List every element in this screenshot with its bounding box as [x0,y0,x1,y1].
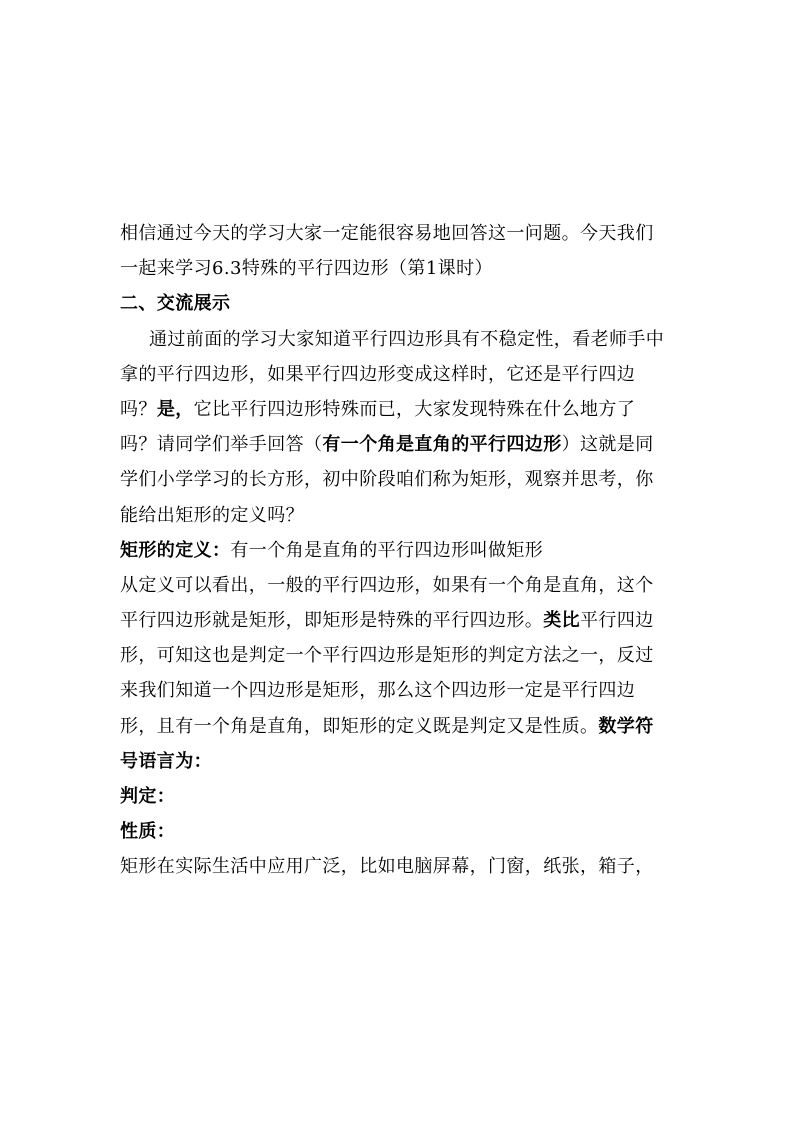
bold-text: 数学符 [598,715,654,737]
text: 它比平行四边形特殊而已，大家发现特殊在什么地方了 [193,398,636,420]
paragraph-line [120,471,680,489]
text: 形，且有一个角是直角，即矩形的定义既是判定又是性质。 [120,715,599,737]
paragraph-line [120,260,680,278]
paragraph-line [120,647,680,665]
bold-text: 有一个角是直角的平行四边形 [322,434,562,456]
text: 从定义可以看出，一般的平行四边形，如果有一个角是直角，这个 [120,574,654,596]
label-line [120,823,680,841]
definition-text: 有一个角是直角的平行四边形叫做矩形 [230,539,544,561]
text: ）这就是同 [561,434,654,456]
heading-text: 二、交流展示 [120,293,231,315]
label-text: 号语言为： [120,750,212,772]
text: 相信通过今天的学习大家一定能很容易地回答这一问题。今天我们 [120,223,654,244]
label-line [120,750,680,772]
bold-text: 类比 [543,610,581,632]
paragraph-line [120,612,680,630]
paragraph-line [120,398,680,420]
text: 拿的平行四边形，如果平行四边形变成这样时，它还是平行四边 [120,363,636,385]
bold-text: 是， [156,398,194,420]
text: 吗？请同学们举手回答（ [120,434,323,456]
text: 矩形在实际生活中应用广泛，比如电脑屏幕，门窗，纸张，箱子， [120,856,654,878]
text: 通过前面的学习大家知道平行四边形具有不稳定性，看老师手中 [149,328,665,350]
text: 吗？ [120,398,157,420]
text: 来我们知道一个四边形是矩形，那么这个四边形一定是平行四边 [120,680,636,702]
document-page [120,225,680,894]
paragraph-line [120,504,680,526]
definition-line [120,539,680,561]
text: 形，可知这也是判定一个平行四边形是矩形的判定方法之一，反过 [120,645,654,667]
text: 平行四边 [580,610,654,632]
paragraph-line [120,715,680,737]
section-heading [120,295,680,313]
label-text: 判定： [120,786,176,807]
paragraph-line [120,328,680,350]
text: 学们小学学习的长方形，初中阶段咱们称为矩形，观察并思考，你 [120,469,654,491]
text: 一起来学习6.3特殊的平行四边形（第1课时） [120,258,493,280]
paragraph-line [120,858,680,876]
paragraph-line [120,363,680,385]
paragraph-line [120,682,680,700]
paragraph-line [120,436,680,454]
text: 能给出矩形的定义吗？ [120,504,304,526]
definition-label: 矩形的定义： [120,539,231,561]
paragraph-line [120,225,680,243]
label-text: 性质： [120,821,176,843]
paragraph-line [120,574,680,596]
text: 平行四边形就是矩形，即矩形是特殊的平行四边形。 [120,610,544,632]
label-line [120,788,680,806]
